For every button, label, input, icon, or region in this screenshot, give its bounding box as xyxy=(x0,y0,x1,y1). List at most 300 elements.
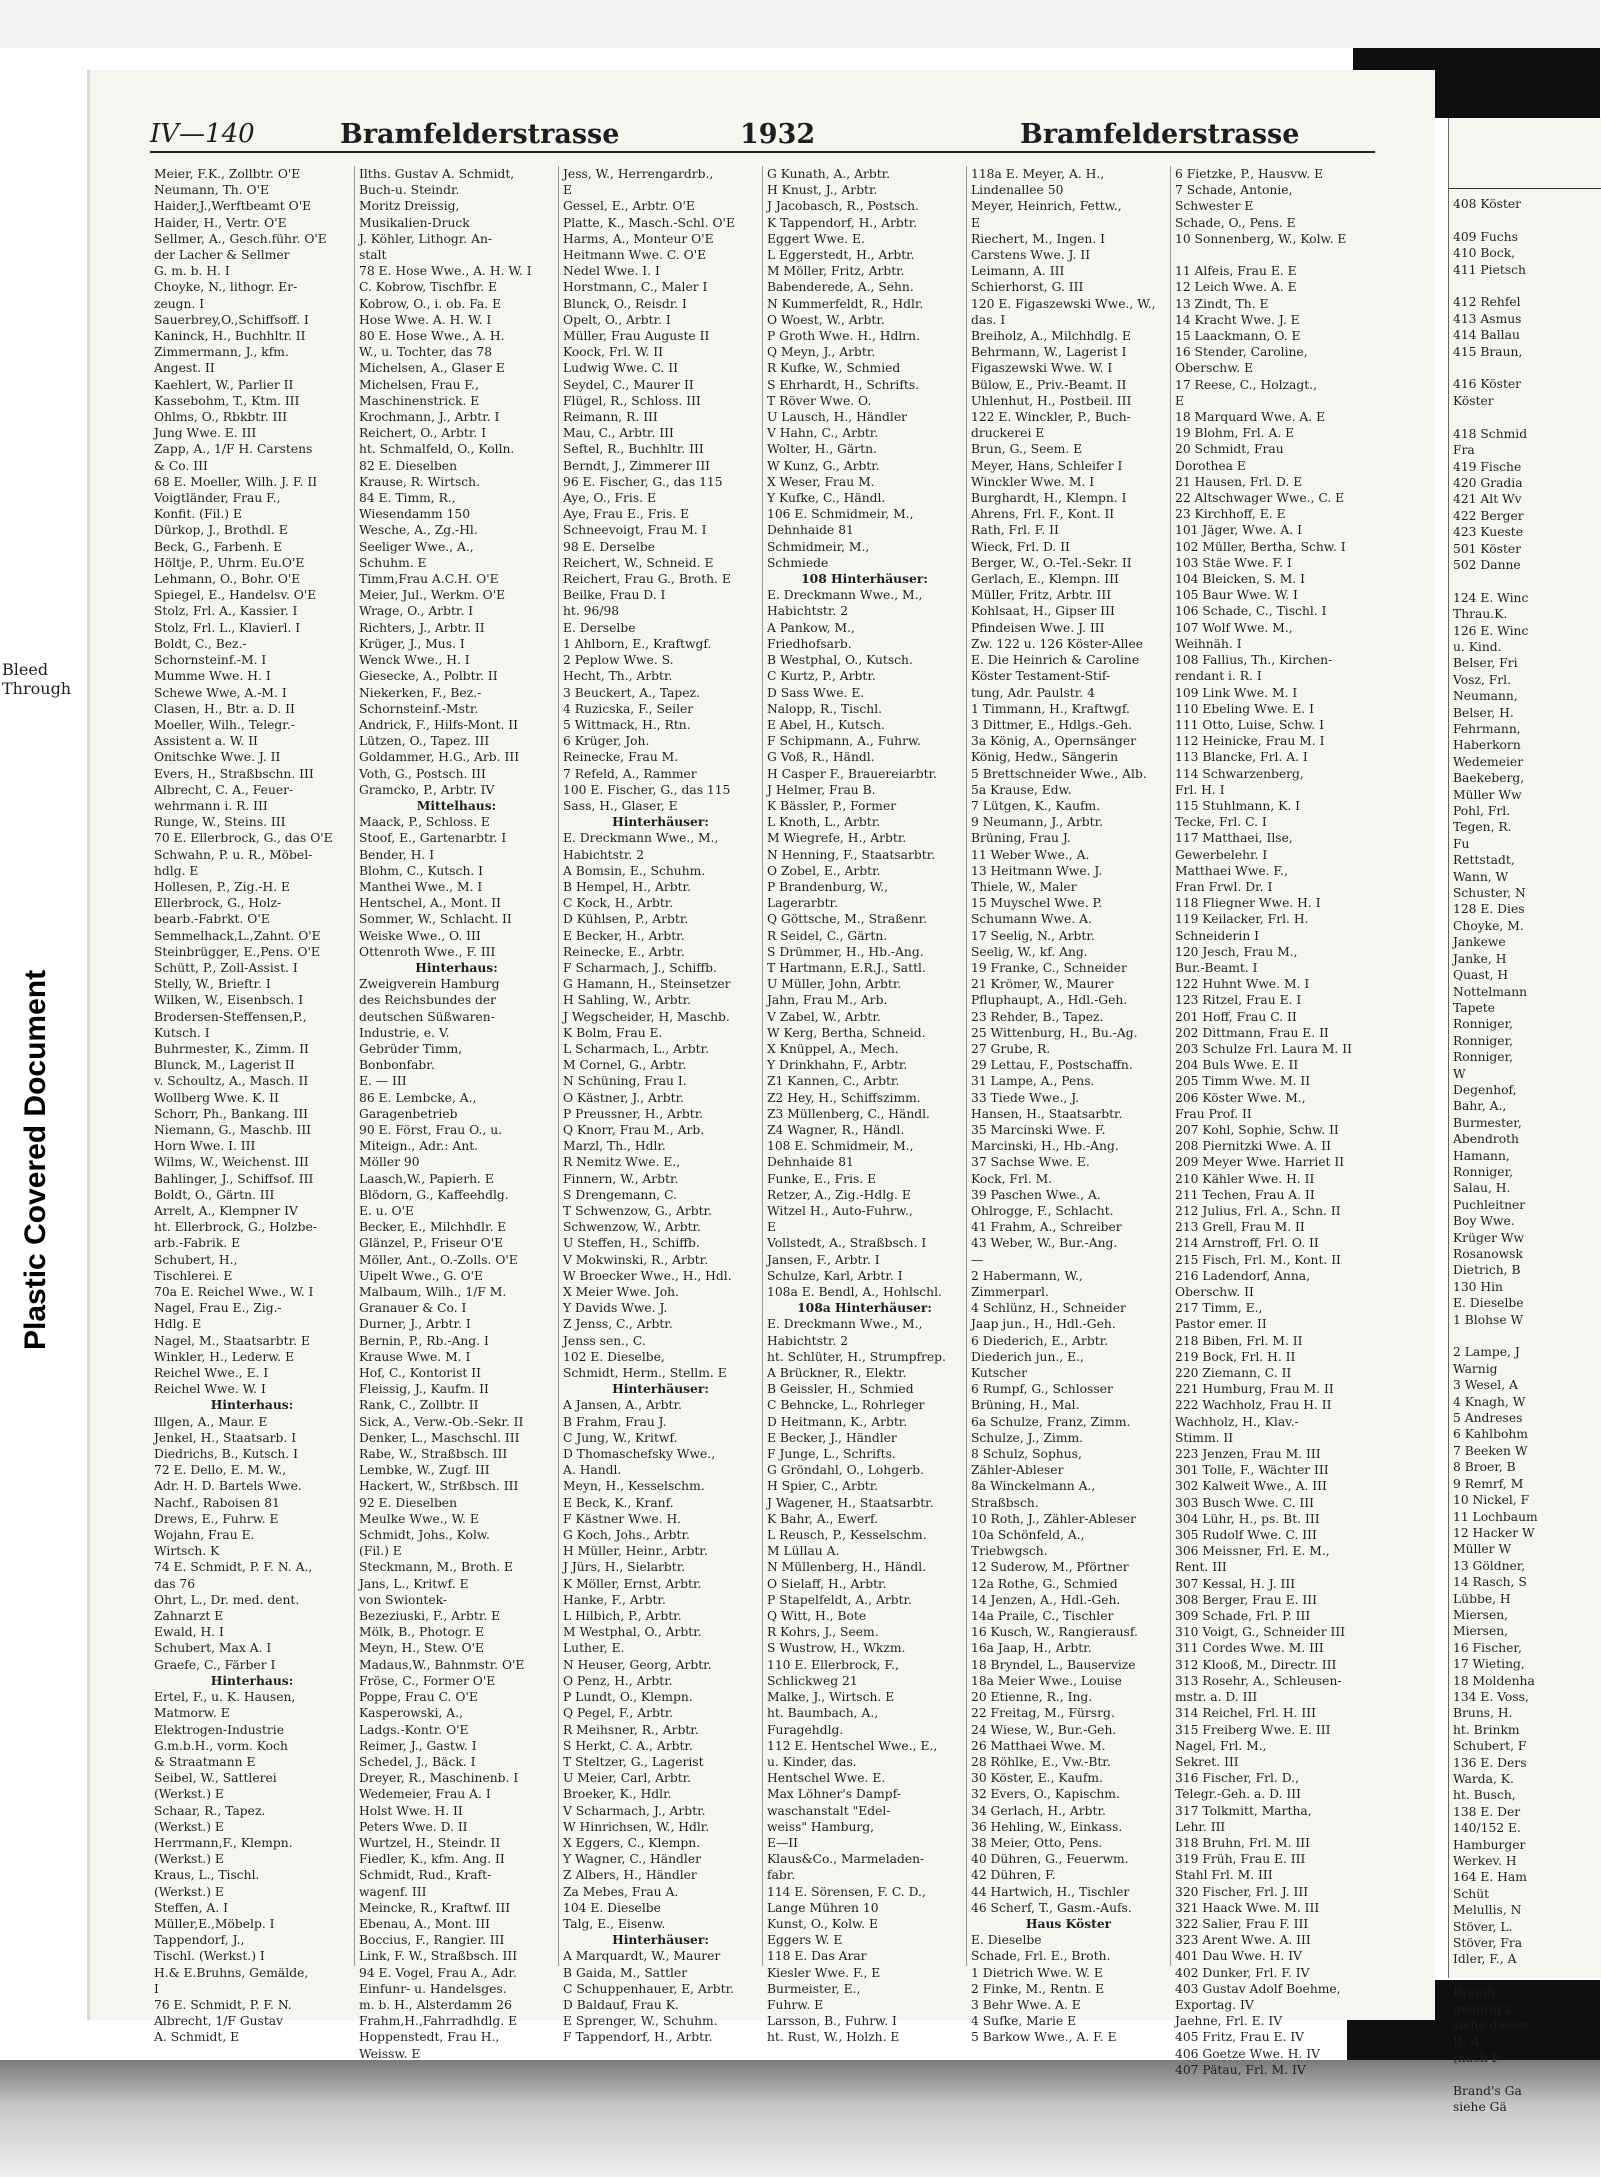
directory-entry: O Sielaff, H., Arbtr. xyxy=(767,1576,887,1591)
directory-entry: 102 E. Dieselbe, xyxy=(563,1349,665,1364)
directory-entry: Blödorn, G., Kaffeehdlg. xyxy=(359,1187,509,1202)
directory-entry: C Jung, W., Kritwf. xyxy=(563,1430,678,1445)
directory-entry: S Herkt, C. A., Arbtr. xyxy=(563,1738,693,1753)
directory-entry: Y Wagner, C., Händler xyxy=(563,1852,701,1867)
directory-entry: 104 Bleicken, S. M. I xyxy=(1175,572,1305,587)
directory-entry: Jans, L., Kritwf. E xyxy=(359,1576,469,1591)
directory-entry: E xyxy=(767,1220,776,1235)
directory-entry: Witzel H., Auto-Fuhrw., xyxy=(767,1204,913,1218)
directory-entry: Hanke, F., Arbtr. xyxy=(563,1592,666,1607)
next-page-entry: Rosanowsk xyxy=(1453,1247,1523,1261)
directory-entry: 209 Meyer Wwe. Harriet II xyxy=(1175,1155,1345,1170)
directory-entry: Müller, Fritz, Arbtr. III xyxy=(971,588,1112,603)
directory-entry: 90 E. Först, Frau O., u. xyxy=(359,1122,503,1137)
bleed-through-label: Bleed Through xyxy=(2,660,72,698)
directory-entry: Schade, Frl. E., Broth. xyxy=(971,1949,1111,1964)
next-page-entry: 14 Rasch, S xyxy=(1453,1575,1527,1590)
directory-entry: Weihnäh. I xyxy=(1175,636,1242,651)
next-page-entry: 130 Hin xyxy=(1453,1279,1503,1294)
directory-entry: Ohlms, O., Rbkbtr. III xyxy=(154,410,288,425)
directory-entry: Blunck, O., Reisdr. I xyxy=(563,296,687,311)
directory-entry: Voigtländer, Frau F., xyxy=(154,491,281,506)
directory-entry: Malke, J., Wirtsch. E xyxy=(767,1690,895,1705)
directory-entry: mstr. a. D. III xyxy=(1175,1690,1258,1705)
directory-entry: 301 Tolle, F., Wächter III xyxy=(1175,1463,1329,1478)
directory-entry: des Reichsbundes der xyxy=(359,993,497,1008)
directory-entry: 318 Bruhn, Frl. M. III xyxy=(1175,1835,1311,1850)
directory-entry: Brun, G., Seem. E xyxy=(971,442,1083,457)
next-page-entry: 4 Knagh, W xyxy=(1453,1394,1526,1409)
directory-entry: C Kurtz, P., Arbtr. xyxy=(767,669,876,684)
directory-entry: 17 Reese, C., Holzagt., xyxy=(1175,377,1317,392)
directory-entry: T Hartmann, E.R.J., Sattl. xyxy=(767,960,926,975)
next-page-entry xyxy=(1453,2066,1601,2082)
directory-entry: Wenck Wwe., H. I xyxy=(359,653,470,668)
directory-entry: E Becker, J., Händler xyxy=(767,1430,897,1445)
next-page-entry: Burmester, xyxy=(1453,1115,1522,1130)
directory-entry: 4 Schlünz, H., Schneider xyxy=(971,1301,1126,1316)
directory-entry: S Drengemann, C. xyxy=(563,1187,677,1202)
directory-entry: X Eggers, C., Klempn. xyxy=(563,1835,701,1850)
directory-entry: 405 Fritz, Frau E. IV xyxy=(1175,2030,1305,2045)
directory-entry: Z2 Hey, H., Schiffszimm. xyxy=(767,1090,921,1105)
next-page-entry: Fu xyxy=(1453,836,1470,851)
next-page-entry: 16 Fischer, xyxy=(1453,1640,1522,1655)
directory-entry: 25 Wittenburg, H., Bu.-Ag. xyxy=(971,1025,1138,1040)
directory-entry: 312 Klooß, M., Directr. III xyxy=(1175,1657,1337,1672)
directory-entry: Lützen, O., Tapez. III xyxy=(359,734,490,749)
directory-entry: Horn Wwe. I. III xyxy=(154,1139,256,1154)
directory-entry: 115 Stuhlmann, K. I xyxy=(1175,798,1301,813)
directory-entry: Lindenallee 50 xyxy=(971,183,1064,198)
directory-entry: Miteign., Adr.: Ant. xyxy=(359,1139,479,1154)
page-year: 1932 xyxy=(740,119,816,150)
directory-entry: D Baldauf, Frau K. xyxy=(563,1997,679,2012)
directory-entry: Voth, G., Postsch. III xyxy=(359,766,486,781)
next-page-entry: 6 Kahlbohm xyxy=(1453,1427,1528,1442)
directory-entry: W., u. Tochter, das 78 xyxy=(359,345,493,360)
directory-entry: 201 Hoff, Frau C. II xyxy=(1175,1009,1297,1024)
directory-entry: Niekerken, F., Bez.- xyxy=(359,685,482,700)
directory-entry: Gebrüder Timm, xyxy=(359,1041,463,1056)
directory-entry: Schwester E xyxy=(1175,199,1254,214)
directory-entry: 16a Jaap, H., Arbtr. xyxy=(971,1641,1092,1656)
directory-entry: Semmelhack,L.,Zahnt. O'E xyxy=(154,928,321,943)
next-page-entry: 1 Blohse W xyxy=(1453,1312,1524,1327)
directory-entry: Seftel, R., Buchhltr. III xyxy=(563,442,704,457)
directory-entry: 210 Kähler Wwe. H. II xyxy=(1175,1171,1315,1186)
directory-entry xyxy=(1175,247,1370,263)
directory-entry: Beck, G., Farbenh. E xyxy=(154,539,283,554)
directory-entry: Wilms, W., Weichenst. III xyxy=(154,1155,309,1170)
directory-entry: (Fil.) E xyxy=(359,1544,402,1559)
directory-entry: zeugn. I xyxy=(154,296,205,311)
directory-entry: M Möller, Fritz, Arbtr. xyxy=(767,264,905,279)
directory-entry: Konfit. (Fil.) E xyxy=(154,507,242,522)
next-page-entry: 17 Wieting, xyxy=(1453,1657,1525,1672)
directory-entry: deutschen Süßwaren- xyxy=(359,1009,495,1024)
next-page-entry: Neumann, xyxy=(1453,689,1518,704)
directory-entry: Kutscher xyxy=(971,1366,1028,1381)
directory-entry: Nedel Wwe. I. I xyxy=(563,264,660,279)
directory-entry: Zähler-Ableser xyxy=(971,1463,1064,1478)
directory-entry: 118 E. Das Arar xyxy=(767,1949,867,1964)
directory-entry: Burmeister, E., xyxy=(767,1981,861,1996)
directory-entry: Kiesler Wwe. F., E xyxy=(767,1965,881,1980)
directory-entry: Gewerbelehr. I xyxy=(1175,847,1268,862)
directory-entry: Schewe Wwe, A.-M. I xyxy=(154,685,287,700)
directory-entry: 218 Biben, Frl. M. II xyxy=(1175,1333,1303,1348)
directory-entry: Reichert, O., Arbtr. I xyxy=(359,426,487,441)
directory-entry: Schorr, Ph., Bankang. III xyxy=(154,1106,309,1121)
next-page-entry: Bahr, A., xyxy=(1453,1099,1507,1114)
directory-entry: Ilths. Gustav A. Schmidt, xyxy=(359,167,515,181)
directory-entry: 307 Kessal, H. J. III xyxy=(1175,1576,1296,1591)
directory-entry: 16 Stender, Caroline, xyxy=(1175,345,1308,360)
next-page-entry: Tegen, R. xyxy=(1453,820,1512,835)
directory-entry: Möller, Ant., O.-Zolls. O'E xyxy=(359,1252,518,1267)
directory-entry: Jess, W., Herrengardrb., xyxy=(563,167,714,181)
directory-entry: 15 Laackmann, O. E xyxy=(1175,329,1301,344)
directory-entry: 103 Stäe Wwe. F. I xyxy=(1175,555,1292,570)
directory-entry: U Lausch, H., Händler xyxy=(767,410,908,425)
directory-entry: E Beck, K., Kranf. xyxy=(563,1495,674,1510)
directory-entry: Madaus,W., Bahnmstr. O'E xyxy=(359,1657,525,1672)
directory-entry: Drews, E., Fuhrw. E xyxy=(154,1511,279,1526)
directory-entry: weiss" Hamburg, xyxy=(767,1819,875,1834)
directory-entry: Schornsteinf.-M. I xyxy=(154,653,267,668)
directory-entry: Luther, E. xyxy=(563,1641,625,1656)
directory-entry: das 76 xyxy=(154,1576,196,1591)
directory-entry: Hecht, Th., Arbtr. xyxy=(563,669,673,684)
directory-entry: Sommer, W., Schlacht. II xyxy=(359,912,512,927)
directory-entry: A. Schmidt, E xyxy=(154,2030,240,2045)
next-page-entry: Miersen, xyxy=(1453,1607,1509,1622)
directory-entry: Frl. H. I xyxy=(1175,782,1225,797)
directory-entry: N Henning, F., Staatsarbtr. xyxy=(767,847,936,862)
next-page-entry: Wann, W xyxy=(1453,869,1509,884)
directory-entry: (Werkst.) E xyxy=(154,1819,224,1834)
directory-entry: 109 Link Wwe. M. I xyxy=(1175,685,1298,700)
directory-entry: Blunck, M., Lagerist II xyxy=(154,1058,295,1073)
next-page-entry: Degenhof, xyxy=(1453,1082,1517,1097)
directory-entry: stalt xyxy=(359,248,387,263)
directory-entry: Wollberg Wwe. K. II xyxy=(154,1090,279,1105)
directory-entry: rendant i. R. I xyxy=(1175,669,1262,684)
directory-entry: V Scharmach, J., Arbtr. xyxy=(563,1803,706,1818)
directory-entry: wehrmann i. R. III xyxy=(154,798,268,813)
directory-entry: 10a Schönfeld, A., xyxy=(971,1528,1085,1543)
directory-entry: Frahm,H.,Fahrradhdlg. E xyxy=(359,2014,518,2029)
next-page-entry: Stöver, Fra xyxy=(1453,1936,1523,1951)
directory-entry: P Brandenburg, W., xyxy=(767,879,889,894)
directory-entry: M Lüllau A. xyxy=(767,1544,840,1559)
directory-entry: Kaehlert, W., Parlier II xyxy=(154,377,294,392)
directory-entry: F Tappendorf, H., Arbtr. xyxy=(563,2030,713,2045)
directory-entry: 12a Rothe, G., Schmied xyxy=(971,1576,1118,1591)
directory-entry: 33 Tiede Wwe., J. xyxy=(971,1090,1080,1105)
directory-entry: T Röver Wwe. O. xyxy=(767,393,872,408)
directory-entry: Habichtstr. 2 xyxy=(767,1333,849,1348)
directory-entry: Jenkel, H., Staatsarb. I xyxy=(154,1430,297,1445)
directory-entry: Carstens Wwe. J. II xyxy=(971,248,1091,263)
directory-entry: Nagel, M., Staatsarbtr. E xyxy=(154,1333,310,1348)
directory-entry: Zimmerparl. xyxy=(971,1285,1049,1300)
directory-entry: Schulze, J., Zimm. xyxy=(971,1430,1084,1445)
directory-entry: 203 Schulze Frl. Laura M. II xyxy=(1175,1041,1352,1056)
directory-entry: wagenf. III xyxy=(359,1884,427,1899)
next-page-entry: 136 E. Ders xyxy=(1453,1755,1527,1770)
directory-entry: druckerei E xyxy=(971,426,1045,441)
directory-entry: 211 Techen, Frau A. II xyxy=(1175,1187,1315,1202)
directory-entry: Assistent a. W. II xyxy=(154,734,258,749)
directory-entry: 101 Jäger, Wwe. A. I xyxy=(1175,523,1302,538)
directory-entry: Reichert, Frau G., Broth. E xyxy=(563,572,731,587)
directory-entry: 117 Matthaei, Ilse, xyxy=(1175,831,1293,846)
directory-entry: Garagenbetrieb xyxy=(359,1106,458,1121)
directory-entry: Graefe, C., Färber I xyxy=(154,1657,276,1672)
directory-entry: Stahl Frl. M. III xyxy=(1175,1868,1273,1883)
directory-entry: Y Kufke, C., Händl. xyxy=(767,491,886,506)
directory-entry: Steckmann, M., Broth. E xyxy=(359,1560,513,1575)
directory-entry: Exportag. IV xyxy=(1175,1997,1254,2012)
directory-entry: Boccius, F., Rangier. III xyxy=(359,1933,505,1948)
next-page-entry: Müller Ww xyxy=(1453,787,1522,802)
directory-entry: Musikalien-Druck xyxy=(359,215,470,230)
directory-entry: Steinbrügger, E.,Pens. O'E xyxy=(154,944,320,959)
next-page-entry: 7 Beeken W xyxy=(1453,1443,1528,1458)
next-page-entry: gehörig z xyxy=(1453,2001,1512,2016)
directory-entry: 106 Schade, C., Tischl. I xyxy=(1175,604,1327,619)
directory-entry: Wiesendamm 150 xyxy=(359,507,471,522)
directory-columns xyxy=(150,166,1375,2077)
directory-entry: Kaninck, H., Buchhltr. II xyxy=(154,329,306,344)
directory-entry: Sellmer, A., Gesch.führ. O'E xyxy=(154,231,327,246)
directory-entry: Moritz Dreissig, xyxy=(359,199,460,214)
directory-entry: Heitmann Wwe. C. O'E xyxy=(563,248,707,263)
directory-entry: Z1 Kannen, C., Arbtr. xyxy=(767,1074,900,1089)
directory-entry: Weiske Wwe., O. III xyxy=(359,928,481,943)
directory-entry: 222 Wachholz, Frau H. II xyxy=(1175,1398,1332,1413)
directory-entry: Meyn, H., Kesselschm. xyxy=(563,1479,705,1494)
directory-entry: 119 Keilacker, Frl. H. xyxy=(1175,912,1309,927)
directory-entry: Link, F. W., Straßbsch. III xyxy=(359,1949,518,1964)
directory-entry: 6 Diederich, E., Arbtr. xyxy=(971,1333,1109,1348)
directory-entry: v. Schoultz, A., Masch. II xyxy=(154,1074,309,1089)
directory-entry: 7 Schade, Antonie, xyxy=(1175,183,1293,198)
next-page-entry xyxy=(1453,278,1601,294)
directory-entry: 111 Otto, Luise, Schw. I xyxy=(1175,717,1324,732)
directory-entry: T Schwenzow, G., Arbtr. xyxy=(563,1204,712,1218)
next-page-entry: 11 Lochbaum xyxy=(1453,1509,1538,1524)
directory-entry: 22 Freitag, M., Fürsrg. xyxy=(971,1706,1115,1721)
directory-entry: A Jansen, A., Arbtr. xyxy=(563,1398,682,1413)
directory-entry: Reinecke, Frau M. xyxy=(563,750,679,765)
directory-entry: W Hinrichsen, W., Hdlr. xyxy=(563,1819,710,1834)
directory-entry: Klaus&Co., Marmeladen- xyxy=(767,1852,925,1867)
directory-entry: Schmidt, Rud., Kraft- xyxy=(359,1868,492,1883)
directory-entry: 18 Bryndel, L., Bauservize xyxy=(971,1657,1136,1672)
directory-entry: Tappendorf, J., xyxy=(154,1933,245,1948)
directory-entry: Hinterhäuser: xyxy=(612,1932,709,1948)
next-page-entry: Baekeberg, xyxy=(1453,771,1525,786)
directory-entry: Bonbonfabr. xyxy=(359,1058,435,1073)
directory-entry: Seibel, W., Sattlerei xyxy=(154,1771,277,1786)
directory-entry: G. m. b. H. I xyxy=(154,264,230,279)
directory-entry: Seelig, W., kf. Ang. xyxy=(971,944,1088,959)
directory-entry: Fröse, C., Former O'E xyxy=(359,1673,496,1688)
directory-entry: Zweigverein Hamburg xyxy=(359,977,500,992)
directory-entry: W Kunz, G., Arbtr. xyxy=(767,458,880,473)
directory-entry: Friedhofsarb. xyxy=(767,636,852,651)
directory-entry: Spiegel, E., Handelsv. O'E xyxy=(154,588,317,603)
directory-entry: 10 Sonnenberg, W., Kolw. E xyxy=(1175,231,1347,246)
directory-entry: Krause, R. Wirtsch. xyxy=(359,474,480,489)
directory-entry: hdlg. E xyxy=(154,863,199,878)
directory-entry: Wedemeier, Frau A. I xyxy=(359,1787,491,1802)
directory-entry: Hinterhaus: xyxy=(210,1397,294,1413)
column-6 xyxy=(1170,166,1374,2077)
directory-entry: U Steffen, H., Schiffb. xyxy=(563,1236,700,1251)
directory-entry: 113 Blancke, Frl. A. I xyxy=(1175,750,1308,765)
directory-entry: Hose Wwe. A. H. W. I xyxy=(359,312,492,327)
directory-entry: B Hempel, H., Arbtr. xyxy=(563,879,691,894)
directory-entry: Steffen, A. I xyxy=(154,1900,228,1915)
directory-entry: Fran Frwl. Dr. I xyxy=(1175,879,1273,894)
directory-entry: 26 Matthaei Wwe. M. xyxy=(971,1738,1106,1753)
directory-entry: 206 Köster Wwe. M., xyxy=(1175,1090,1306,1105)
directory-entry: 82 E. Dieselben xyxy=(359,458,458,473)
next-page-entry: Köster xyxy=(1453,393,1494,408)
directory-entry: 34 Gerlach, H., Arbtr. xyxy=(971,1803,1106,1818)
directory-entry: 114 E. Sörensen, F. C. D., xyxy=(767,1884,926,1899)
directory-entry: Jung Wwe. E. III xyxy=(154,426,257,441)
directory-entry: Mumme Wwe. H. I xyxy=(154,669,271,684)
directory-entry: S Wustrow, H., Wkzm. xyxy=(767,1641,906,1656)
directory-entry: C Behncke, L., Rohrleger xyxy=(767,1398,925,1413)
directory-entry: 23 Kirchhoff, E. E xyxy=(1175,507,1286,522)
directory-entry: 41 Frahm, A., Schreiber xyxy=(971,1220,1122,1235)
directory-entry: Hinterhäuser: xyxy=(612,1381,709,1397)
next-page-entry: Belser, H. xyxy=(1453,705,1514,720)
directory-entry: Schmidt, Herm., Stellm. E xyxy=(563,1366,727,1381)
directory-entry: Meincke, R., Kraftwf. III xyxy=(359,1900,511,1915)
next-page-entry: Hamburger xyxy=(1453,1837,1526,1852)
directory-entry: Schierhorst, G. III xyxy=(971,280,1084,295)
directory-entry: Hollesen, P., Zig.-H. E xyxy=(154,879,291,894)
directory-entry: 42 Dühren, F. xyxy=(971,1868,1056,1883)
directory-entry: 76 E. Schmidt, P. F. N. xyxy=(154,1997,292,2012)
directory-entry: Wojahn, Frau E. xyxy=(154,1528,255,1543)
directory-entry: Reimann, R. III xyxy=(563,410,658,425)
directory-entry: Vollstedt, A., Straßbsch. I xyxy=(767,1236,927,1251)
directory-entry: Boldt, O., Gärtn. III xyxy=(154,1187,275,1202)
directory-entry: Fiedler, K., kfm. Ang. II xyxy=(359,1852,505,1867)
directory-entry: O Woest, W., Arbtr. xyxy=(767,312,885,327)
directory-entry: K Bolm, Frau E. xyxy=(563,1025,663,1040)
directory-entry: 319 Früh, Frau E. III xyxy=(1175,1852,1306,1867)
directory-entry: Krause Wwe. M. I xyxy=(359,1349,471,1364)
directory-entry: Manthei Wwe., M. I xyxy=(359,879,483,894)
directory-entry: von Swiontek- xyxy=(359,1592,447,1607)
directory-entry: Sekret. III xyxy=(1175,1754,1239,1769)
directory-entry: R Kufke, W., Schmied xyxy=(767,361,901,376)
directory-entry: 72 E. Dello, E. M. W., xyxy=(154,1463,287,1478)
directory-entry: Peters Wwe. D. II xyxy=(359,1819,468,1834)
directory-entry: 30 Köster, E., Kaufm. xyxy=(971,1771,1103,1786)
directory-entry: E. Dreckmann Wwe., M., xyxy=(563,831,719,846)
next-page-entry: 5 Andreses xyxy=(1453,1411,1523,1426)
directory-entry: E. Dieselbe xyxy=(971,1933,1042,1948)
next-page-entry: 501 Köster xyxy=(1453,541,1522,556)
directory-entry: Müller,E.,Möbelp. I xyxy=(154,1916,275,1931)
directory-entry: Krochmann, J., Arbtr. I xyxy=(359,410,500,425)
directory-entry: Jansen, F., Arbtr. I xyxy=(767,1252,880,1267)
directory-entry: X Knüppel, A., Mech. xyxy=(767,1041,899,1056)
next-page-entry: 2 Lampe, J xyxy=(1453,1345,1520,1360)
directory-entry: Schwahn, P. u. R., Möbel- xyxy=(154,847,313,862)
next-page-entry: 10 Nickel, F xyxy=(1453,1493,1530,1508)
directory-entry: Kobrow, O., i. ob. Fa. E xyxy=(359,296,502,311)
directory-entry: B Geissler, H., Schmied xyxy=(767,1382,914,1397)
directory-entry: Schubert, H., xyxy=(154,1252,238,1267)
directory-entry: Y Drinkhahn, F., Arbtr. xyxy=(767,1058,908,1073)
directory-entry: O Penz, H., Arbtr. xyxy=(563,1673,673,1688)
next-page-entry: Hamann, xyxy=(1453,1148,1510,1163)
directory-entry: E—II xyxy=(767,1835,798,1850)
directory-entry: L Reusch, P., Kesselschm. xyxy=(767,1528,927,1543)
directory-entry: Bernin, P., Rb.-Ang. I xyxy=(359,1333,489,1348)
directory-entry: H Casper F., Brauereiarbtr. xyxy=(767,766,937,781)
directory-entry: Leimann, A. III xyxy=(971,264,1065,279)
directory-entry: 15 Muyschel Wwe. P. xyxy=(971,896,1103,911)
directory-entry: 6 Fietzke, P., Hausvw. E xyxy=(1175,167,1324,181)
next-page-entry: 8 Broer, B xyxy=(1453,1460,1516,1475)
directory-entry: Weissw. E xyxy=(359,2046,421,2061)
directory-entry: 40 Dühren, G., Feuerwm. xyxy=(971,1852,1129,1867)
street-title-right: Bramfelderstrasse xyxy=(1020,119,1300,150)
directory-entry: 18 Marquard Wwe. A. E xyxy=(1175,410,1326,425)
directory-entry: 14 Kracht Wwe. J. E xyxy=(1175,312,1300,327)
directory-entry: Lagerarbtr. xyxy=(767,896,838,911)
next-page-entry: 412 Rehfel xyxy=(1453,295,1521,310)
directory-entry: 13 Heitmann Wwe. J. xyxy=(971,863,1103,878)
directory-entry: 9 Neumann, J., Arbtr. xyxy=(971,815,1104,830)
next-page-entry: Miersen, xyxy=(1453,1624,1509,1639)
directory-entry: 43 Weber, W., Bur.-Ang. xyxy=(971,1236,1118,1251)
directory-entry: 1 Ahlborn, E., Kraftwgf. xyxy=(563,636,712,651)
directory-entry: Seeliger Wwe., A., xyxy=(359,539,474,554)
next-page-rule xyxy=(1449,188,1601,189)
directory-entry: 11 Weber Wwe., A. xyxy=(971,847,1090,862)
directory-entry: O Zobel, E., Arbtr. xyxy=(767,863,881,878)
next-page-entry: II. A xyxy=(1453,2034,1480,2049)
directory-entry: Boldt, C., Bez.- xyxy=(154,636,247,651)
directory-entry: Wrage, O., Arbtr. I xyxy=(359,604,474,619)
directory-entry: 20 Etienne, R., Ing. xyxy=(971,1690,1093,1705)
directory-entry: 5 Brettschneider Wwe., Alb. xyxy=(971,766,1147,781)
directory-entry: Kraus, L., Tischl. xyxy=(154,1868,260,1883)
next-page-entry: 18 Moldenha xyxy=(1453,1673,1535,1688)
next-page-entry xyxy=(1453,360,1601,376)
next-page-entry: 164 E. Ham xyxy=(1453,1870,1527,1885)
directory-entry: Behrmann, W., Lagerist I xyxy=(971,345,1127,360)
directory-entry: 92 E. Dieselben xyxy=(359,1495,458,1510)
directory-entry: 68 E. Moeller, Wilh. J. F. II xyxy=(154,474,318,489)
next-page-entry: Tapete xyxy=(1453,1000,1495,1015)
directory-entry: 313 Rosehr, A., Schleusen- xyxy=(1175,1673,1342,1688)
directory-entry: das. I xyxy=(971,312,1006,327)
